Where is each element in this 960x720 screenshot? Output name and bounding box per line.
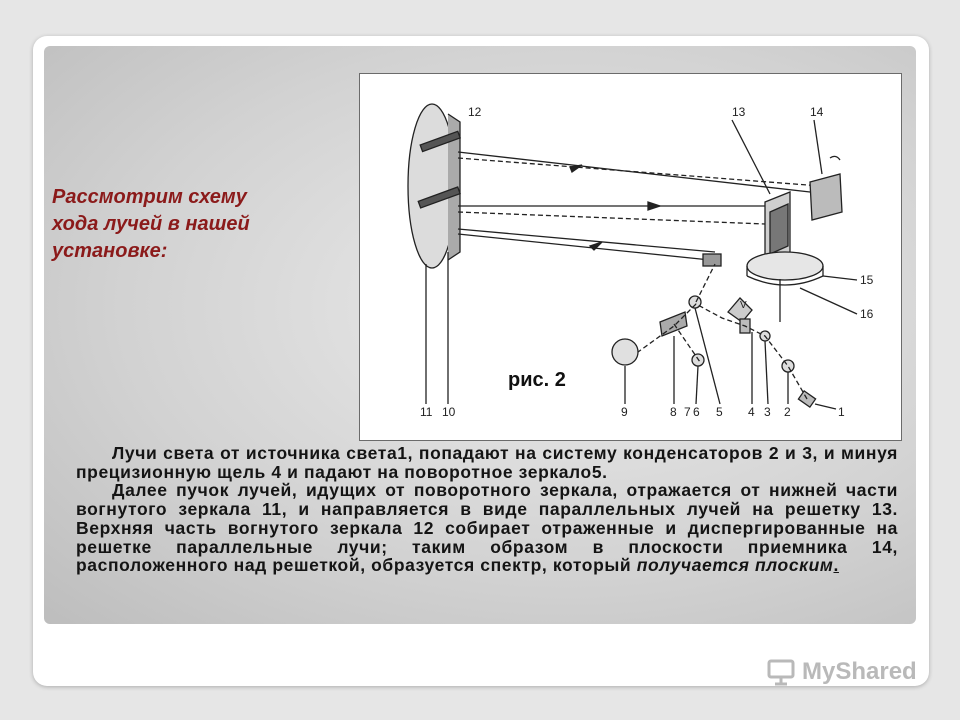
heading-line: хода лучей в нашей	[52, 213, 250, 235]
paragraph-2	[76, 481, 898, 575]
ray-arrow	[648, 202, 660, 210]
label-14: 14	[810, 105, 824, 119]
lens-9	[612, 339, 638, 365]
label-1: 1	[838, 405, 845, 419]
watermark-text: MyShared	[802, 658, 917, 685]
label-16: 16	[860, 307, 874, 321]
rotary-mirror-5	[703, 254, 721, 266]
rotary-table	[747, 252, 823, 280]
label-4: 4	[748, 405, 755, 419]
figure-caption: рис. 2	[508, 369, 566, 391]
label-13: 13	[732, 105, 746, 119]
label-2: 2	[784, 405, 791, 419]
watermark	[766, 657, 917, 687]
ray-dashed-2	[458, 212, 765, 224]
label-10: 10	[442, 405, 456, 419]
label-3: 3	[764, 405, 771, 419]
light-path	[638, 304, 807, 399]
slide-heading	[52, 184, 352, 265]
ray-lower-2	[458, 229, 715, 252]
grating-lines	[770, 204, 788, 254]
paragraph-2-italic: получается плоским	[636, 555, 834, 576]
receiver-14	[810, 174, 842, 220]
paragraph-2-end: .	[833, 555, 839, 576]
paragraph-2-main: Далее пучок лучей, идущих от поворотного зеркала, отражается от нижней части вогнутого зеркала 11, и направляется в виде параллельных лучей на решетку 13. Верхняя часть вогнутого зеркала 12 собирает отраженные и диспергированные на решетке параллельные лучи; таким образом в плоскости приемника 14, расположенного над решеткой, образуется спектр, который	[76, 480, 898, 576]
label-5: 5	[716, 405, 723, 419]
label-9: 9	[621, 405, 628, 419]
label-12: 12	[468, 105, 482, 119]
presentation-icon	[766, 657, 796, 687]
heading-line: Рассмотрим схему	[52, 186, 247, 208]
label-11: 11	[420, 405, 433, 419]
label-6: 6	[693, 405, 700, 419]
ray-arrow	[570, 165, 582, 172]
label-8: 8	[670, 405, 677, 419]
optical-scheme-diagram	[359, 73, 902, 441]
label-v: V	[740, 300, 747, 311]
condenser-2	[782, 360, 794, 372]
paragraph-1: Лучи света от источника света1, попадают на систему конденсаторов 2 и 3, и минуя прецизионную щель 4 и падают на поворотное зеркало5.	[76, 443, 898, 482]
label-7: 7	[684, 405, 691, 419]
ray-lower	[458, 234, 710, 260]
optical-scheme-svg	[360, 74, 901, 440]
heading-line: установке:	[52, 240, 168, 262]
slide-body-text	[76, 444, 898, 575]
label-15: 15	[860, 273, 874, 287]
